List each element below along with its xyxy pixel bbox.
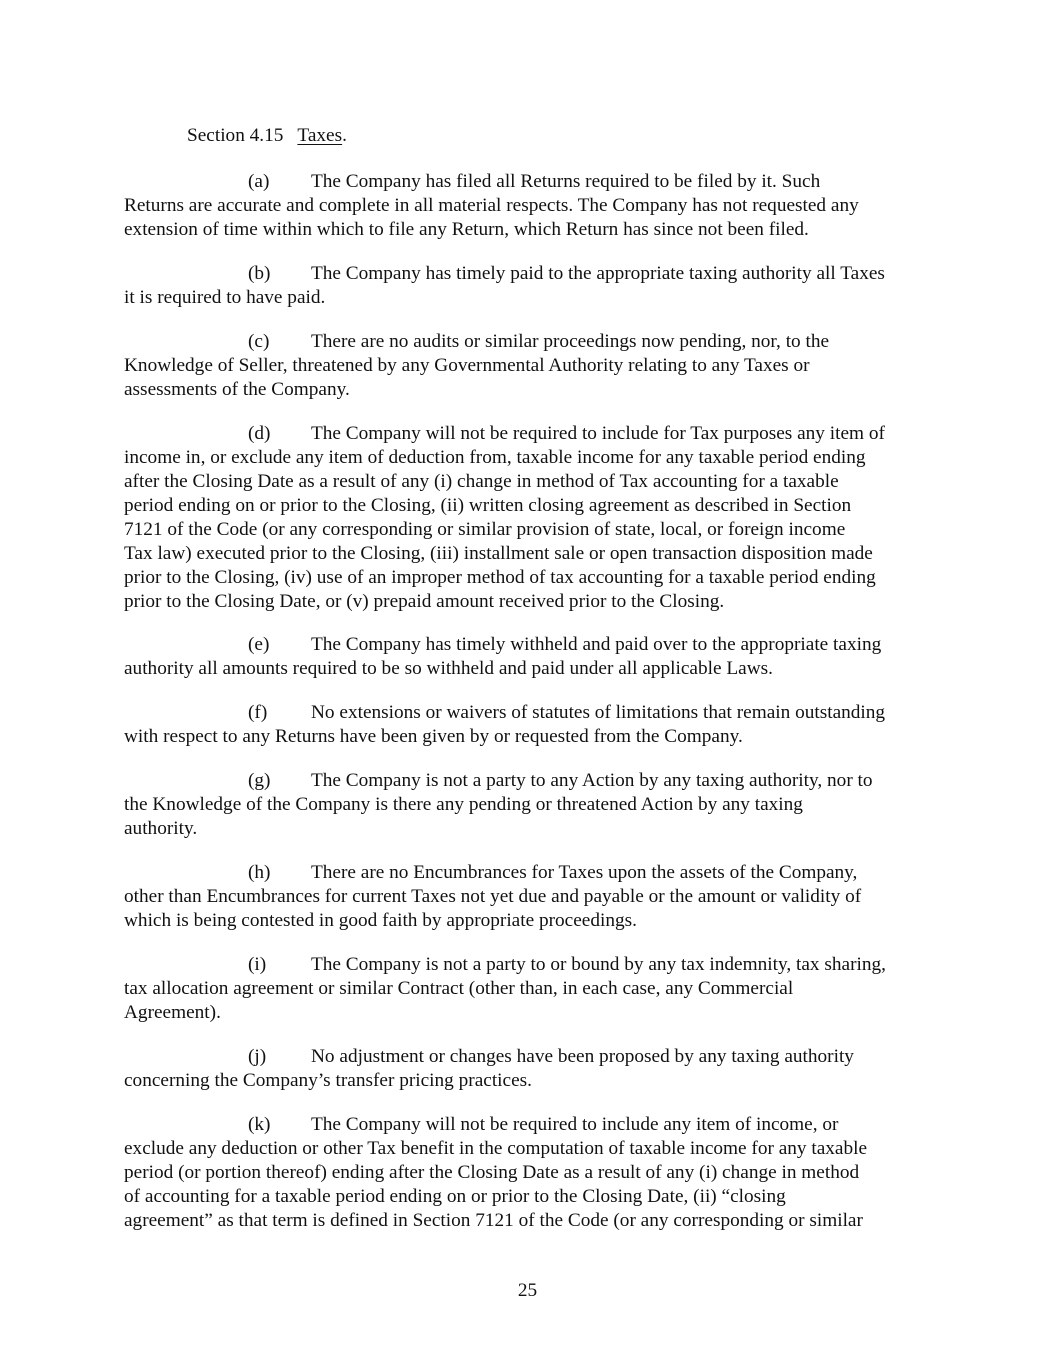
clause-line: prior to the Closing Date, or (v) prepaid amount received prior to the Closing.: [124, 591, 725, 612]
clause-label: (f): [248, 702, 268, 723]
clause-first-line: [124, 633, 934, 657]
clause-first-line: [124, 330, 934, 354]
clause-line: with respect to any Returns have been given by or requested from the Company.: [124, 726, 743, 747]
clause-label: (i): [248, 954, 267, 975]
clause-text: The Company is not a party to or bound by any tax indemnity, tax sharing,: [311, 954, 886, 975]
clause-k: [124, 1113, 934, 1233]
clause-line: prior to the Closing, (iv) use of an improper method of tax accounting for a taxable period ending: [124, 567, 876, 588]
clause-j: [124, 1045, 934, 1093]
clause-text: There are no Encumbrances for Taxes upon the assets of the Company,: [311, 862, 858, 883]
clause-text: No extensions or waivers of statutes of limitations that remain outstanding: [311, 702, 886, 723]
clause-line: Agreement).: [124, 1002, 221, 1023]
clause-a: [124, 170, 934, 242]
clause-c: [124, 330, 934, 402]
clause-text: There are no audits or similar proceedings now pending, nor, to the: [311, 331, 830, 352]
clause-b: [124, 262, 934, 310]
clause-line: income in, or exclude any item of deduction from, taxable income for any taxable period ending: [124, 447, 866, 468]
clause-label: (e): [248, 634, 270, 655]
section-title: Taxes: [297, 125, 343, 146]
clause-line: exclude any deduction or other Tax benefit in the computation of taxable income for any taxable: [124, 1138, 868, 1159]
section-heading: [187, 124, 347, 148]
clause-first-line: [124, 262, 934, 286]
clause-label: (k): [248, 1114, 271, 1135]
clause-first-line: [124, 701, 934, 725]
clause-e: [124, 633, 934, 681]
clause-first-line: [124, 1113, 934, 1137]
clause-d: [124, 422, 934, 614]
clause-text: The Company has timely withheld and paid over to the appropriate taxing: [311, 634, 882, 655]
clause-line: extension of time within which to file any Return, which Return has since not been filed.: [124, 219, 809, 240]
clause-line: period (or portion thereof) ending after the Closing Date as a result of any (i) change in method: [124, 1162, 860, 1183]
clause-line: Tax law) executed prior to the Closing, (iii) installment sale or open transaction disposition made: [124, 543, 873, 564]
clause-text: No adjustment or changes have been proposed by any taxing authority: [311, 1046, 854, 1067]
clause-h: [124, 861, 934, 933]
clause-label: (d): [248, 423, 271, 444]
clause-g: [124, 769, 934, 841]
clause-label: (b): [248, 263, 271, 284]
clause-line: assessments of the Company.: [124, 379, 350, 400]
clause-f: [124, 701, 934, 749]
clause-label: (j): [248, 1046, 267, 1067]
clause-line: period ending on or prior to the Closing, (ii) written closing agreement as described in Section: [124, 495, 852, 516]
clause-first-line: [124, 1045, 934, 1069]
clause-line: tax allocation agreement or similar Contract (other than, in each case, any Commercial: [124, 978, 794, 999]
page-number: 25: [517, 1280, 538, 1301]
section-number: Section 4.15: [187, 125, 284, 146]
clause-label: (g): [248, 770, 271, 791]
clause-line: other than Encumbrances for current Taxes not yet due and payable or the amount or validity of: [124, 886, 862, 907]
clause-first-line: [124, 422, 934, 446]
clause-first-line: [124, 170, 934, 194]
clause-text: The Company will not be required to include for Tax purposes any item of: [311, 423, 885, 444]
clause-i: [124, 953, 934, 1025]
clause-text: The Company is not a party to any Action by any taxing authority, nor to: [311, 770, 873, 791]
clause-first-line: [124, 953, 934, 977]
clause-line: the Knowledge of the Company is there any pending or threatened Action by any taxing: [124, 794, 803, 815]
section-title-period: .: [342, 125, 347, 146]
clause-line: of accounting for a taxable period ending on or prior to the Closing Date, (ii) “closing: [124, 1186, 786, 1207]
clause-line: it is required to have paid.: [124, 287, 326, 308]
clause-line: 7121 of the Code (or any corresponding or similar provision of state, local, or foreign income: [124, 519, 846, 540]
clause-line: Knowledge of Seller, threatened by any Governmental Authority relating to any Taxes or: [124, 355, 810, 376]
clause-text: The Company has timely paid to the appropriate taxing authority all Taxes: [311, 263, 885, 284]
clause-line: which is being contested in good faith by appropriate proceedings.: [124, 910, 637, 931]
clause-line: authority.: [124, 818, 198, 839]
clause-line: Returns are accurate and complete in all material respects. The Company has not requested any: [124, 195, 859, 216]
clause-line: authority all amounts required to be so withheld and paid under all applicable Laws.: [124, 658, 773, 679]
clause-text: The Company will not be required to include any item of income, or: [311, 1114, 839, 1135]
clause-text: The Company has filed all Returns required to be filed by it. Such: [311, 171, 821, 192]
clause-line: concerning the Company’s transfer pricing practices.: [124, 1070, 532, 1091]
clause-label: (c): [248, 331, 270, 352]
clause-label: (a): [248, 171, 270, 192]
clause-line: agreement” as that term is defined in Section 7121 of the Code (or any corresponding or similar: [124, 1210, 863, 1231]
clause-first-line: [124, 861, 934, 885]
clause-line: after the Closing Date as a result of any (i) change in method of Tax accounting for a taxable: [124, 471, 839, 492]
clause-label: (h): [248, 862, 271, 883]
clause-first-line: [124, 769, 934, 793]
